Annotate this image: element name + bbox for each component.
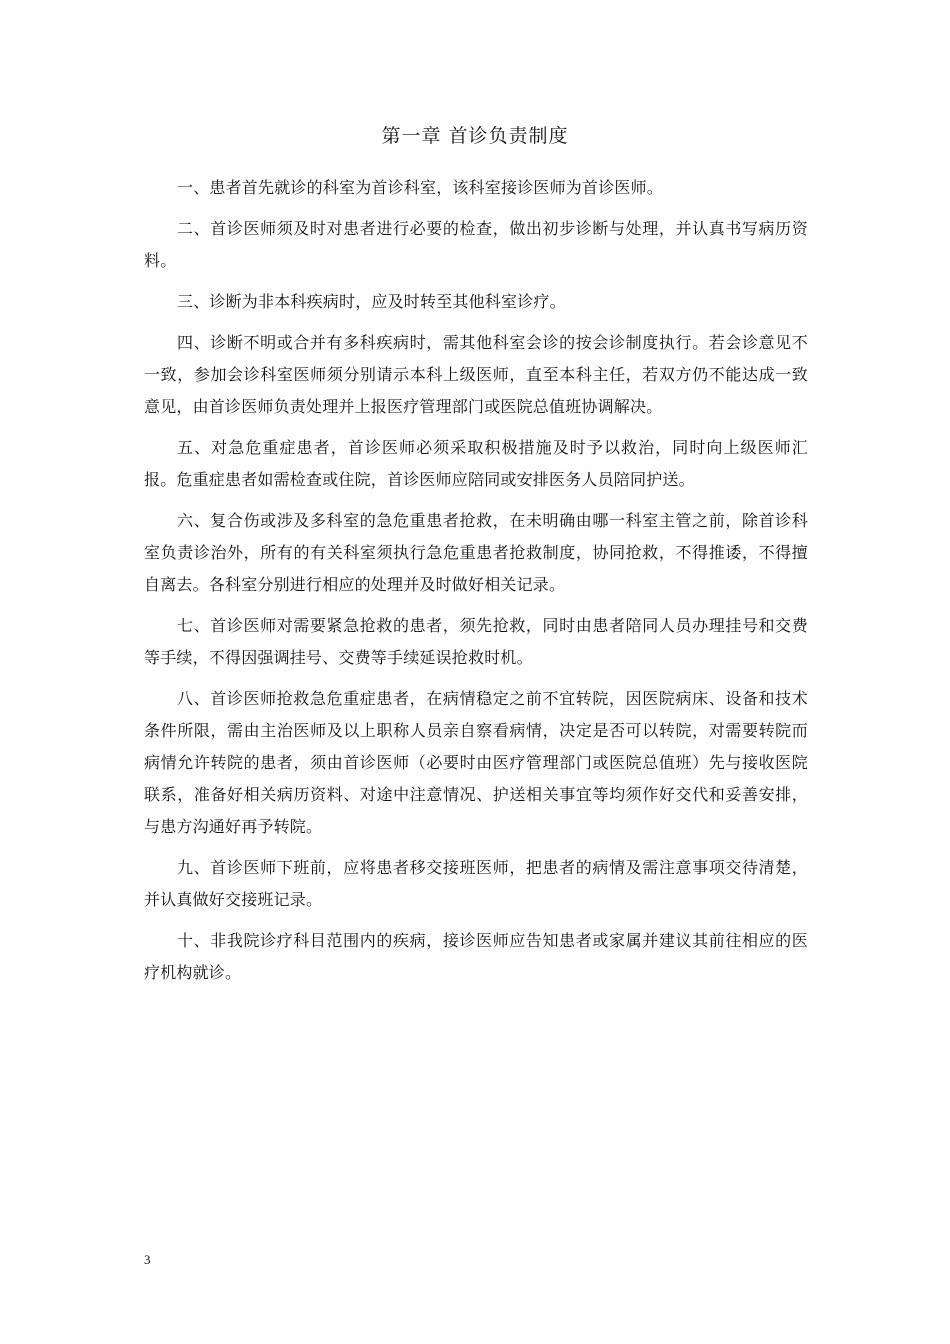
paragraph-5: 五、对急危重症患者，首诊医师必须采取积极措施及时予以救治，同时向上级医师汇报。危重症患者如需检查或住院，首诊医师应陪同或安排医务人员陪同护送。 bbox=[144, 438, 808, 489]
paragraph-10: 十、非我院诊疗科目范围内的疾病，接诊医师应告知患者或家属并建议其前往相应的医疗机构就诊。 bbox=[144, 931, 808, 982]
paragraph-4: 四、诊断不明或合并有多科疾病时，需其他科室会诊的按会诊制度执行。若会诊意见不一致，参加会诊科室医师须分别请示本科上级医师，直至本科主任，若双方仍不能达成一致意见，由首诊医师负责处理并上报医疗管理部门或医院总值班协调解决。 bbox=[144, 333, 808, 416]
paragraph-7: 七、首诊医师对需要紧急抢救的患者，须先抢救，同时由患者陪同人员办理挂号和交费等手续，不得因强调挂号、交费等手续延误抢救时机。 bbox=[144, 616, 808, 667]
paragraph-1: 一、患者首先就诊的科室为首诊科室，该科室接诊医师为首诊医师。 bbox=[177, 178, 664, 197]
chapter-title: 第一章 首诊负责制度 bbox=[381, 125, 569, 147]
paragraph-6: 六、复合伤或涉及多科室的急危重患者抢救，在未明确由哪一科室主管之前，除首诊科室负责诊治外，所有的有关科室须执行急危重患者抢救制度，协同抢救，不得推诿，不得擅自离去。各科室分别进行相应的处理并及时做好相关记录。 bbox=[144, 511, 808, 594]
document-body bbox=[144, 172, 808, 998]
paragraph-2: 二、首诊医师须及时对患者进行必要的检查，做出初步诊断与处理，并认真书写病历资料。 bbox=[144, 219, 808, 270]
paragraph-8: 八、首诊医师抢救急危重症患者，在病情稳定之前不宜转院，因医院病床、设备和技术条件所限，需由主治医师及以上职称人员亲自察看病情，决定是否可以转院，对需要转院而病情允许转院的患者，须由首诊医师（必要时由医疗管理部门或医院总值班）先与接收医院联系，准备好相关病历资料、对途中注意情况、护送相关事宜等均须作好交代和妥善安排，与患方沟通好再予转院。 bbox=[144, 689, 808, 836]
paragraph-9: 九、首诊医师下班前，应将患者移交接班医师，把患者的病情及需注意事项交待清楚，并认真做好交接班记录。 bbox=[144, 858, 808, 909]
paragraph-3: 三、诊断为非本科疾病时，应及时转至其他科室诊疗。 bbox=[177, 292, 566, 311]
page-number: 3 bbox=[144, 1252, 151, 1267]
